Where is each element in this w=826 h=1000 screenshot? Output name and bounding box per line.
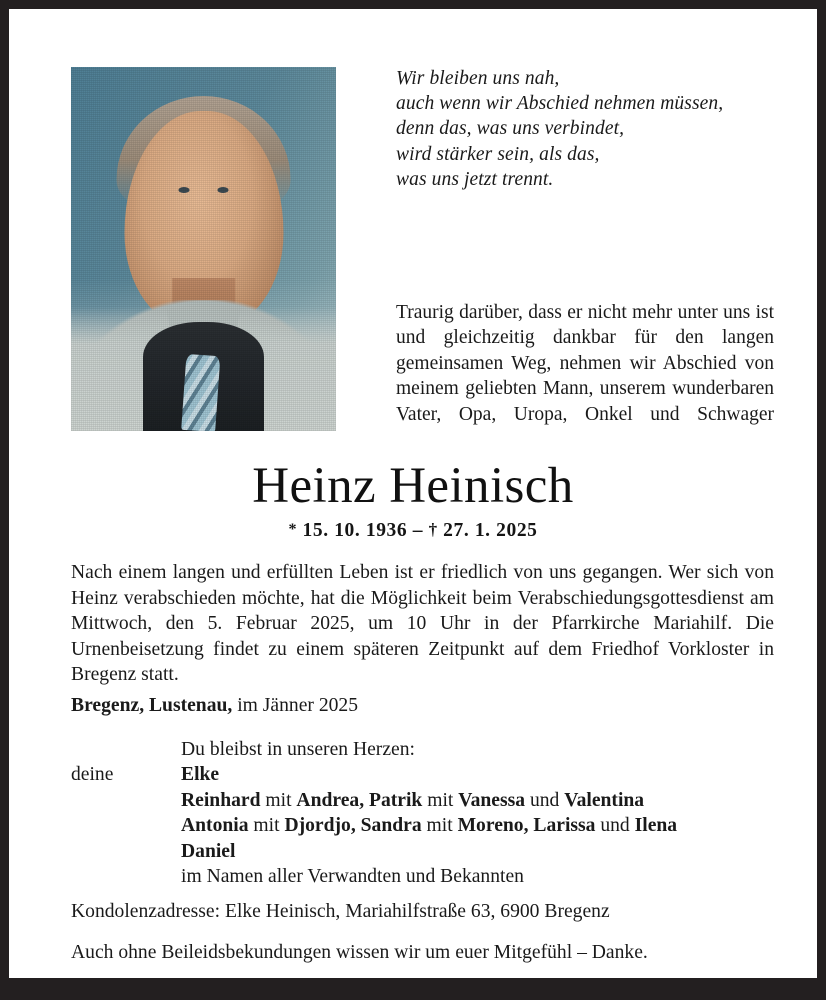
family-row [71,813,774,838]
family-closing: im Namen aller Verwandten und Bekannten [181,866,524,888]
date-separator: – [412,520,424,541]
thanks-line: Auch ohne Beileidsbekundungen wissen wir um euer Mitgefühl – Danke. [71,942,648,963]
verse-line: auch wenn wir Abschied nehmen müssen, [396,93,724,115]
place-names: Bregenz, Lustenau, [71,695,233,716]
photo-image [71,67,336,431]
family-name: Djordjo, Sandra [284,815,422,837]
family-connector: mit [421,815,458,837]
intro-paragraph: Traurig darüber, dass er nicht mehr unter uns ist und gleichzeitig dankbar für den langen gemeinsamen Weg, nehmen wir Abschied von meinem geliebten Mann, unserem wunderbaren Vater, Opa, Uropa, Onkel und Schwager [396,302,774,425]
family-name: Antonia [181,815,249,837]
body-paragraph: Nach einem langen und erfüllten Leben ist er friedlich von uns gegangen. Wer sich von Heinz verabschieden möchte, hat die Möglichkeit beim Verabschiedungsgottesdienst am Mittwoch, den 5. Februar 2025, um 10 Uhr in der Pfarrkirche Mariahilf. Die Urnenbeisetzung findet zu einem späteren Zeitpunkt auf dem Friedhof Vorkloster in Bregenz statt. [71,562,774,686]
family-connector: mit [248,815,285,837]
death-date: 27. 1. 2025 [443,520,538,541]
family-connector: und [525,789,565,811]
verse-line: denn das, was uns verbindet, [396,118,625,140]
family-name: Moreno, Larissa [457,815,596,837]
family-name-widow: Elke [181,764,220,786]
family-row [71,839,774,864]
family-name: Reinhard [181,789,261,811]
birth-date: 15. 10. 1936 [302,520,408,541]
condolence-address: Kondolenzadresse: Elke Heinisch, Mariahilfstraße 63, 6900 Bregenz [71,901,610,922]
family-lead-word: deine [71,764,114,786]
verse-line: Wir bleiben uns nah, [396,68,560,89]
memorial-verse [396,66,776,192]
death-cross-symbol: † [428,520,438,539]
family-heading: Du bleibst in unseren Herzen: [181,739,415,760]
family-name: Daniel [181,840,236,862]
life-dates [9,518,817,543]
family-connector: mit [422,789,459,811]
family-connector: mit [260,789,297,811]
portrait-photo [71,67,336,431]
top-section [9,9,817,439]
family-block [71,737,774,889]
family-name: Ilena [634,815,678,837]
family-connector: und [595,815,635,837]
place-and-date-line [71,693,358,718]
verse-line: wird stärker sein, als das, [396,143,600,165]
notice-month: im Jänner 2025 [237,695,359,716]
family-row-widow [71,762,774,787]
notice-sheet [9,9,817,978]
verse-line: was uns jetzt trennt. [396,168,554,190]
family-row [71,788,774,813]
family-name: Andrea, Patrik [296,789,423,811]
deceased-name: Heinz Heinisch [252,458,574,514]
family-name: Vanessa [458,789,526,811]
birth-symbol: * [288,521,298,538]
family-name: Valentina [564,789,645,811]
photo-grain-overlay [71,67,336,431]
